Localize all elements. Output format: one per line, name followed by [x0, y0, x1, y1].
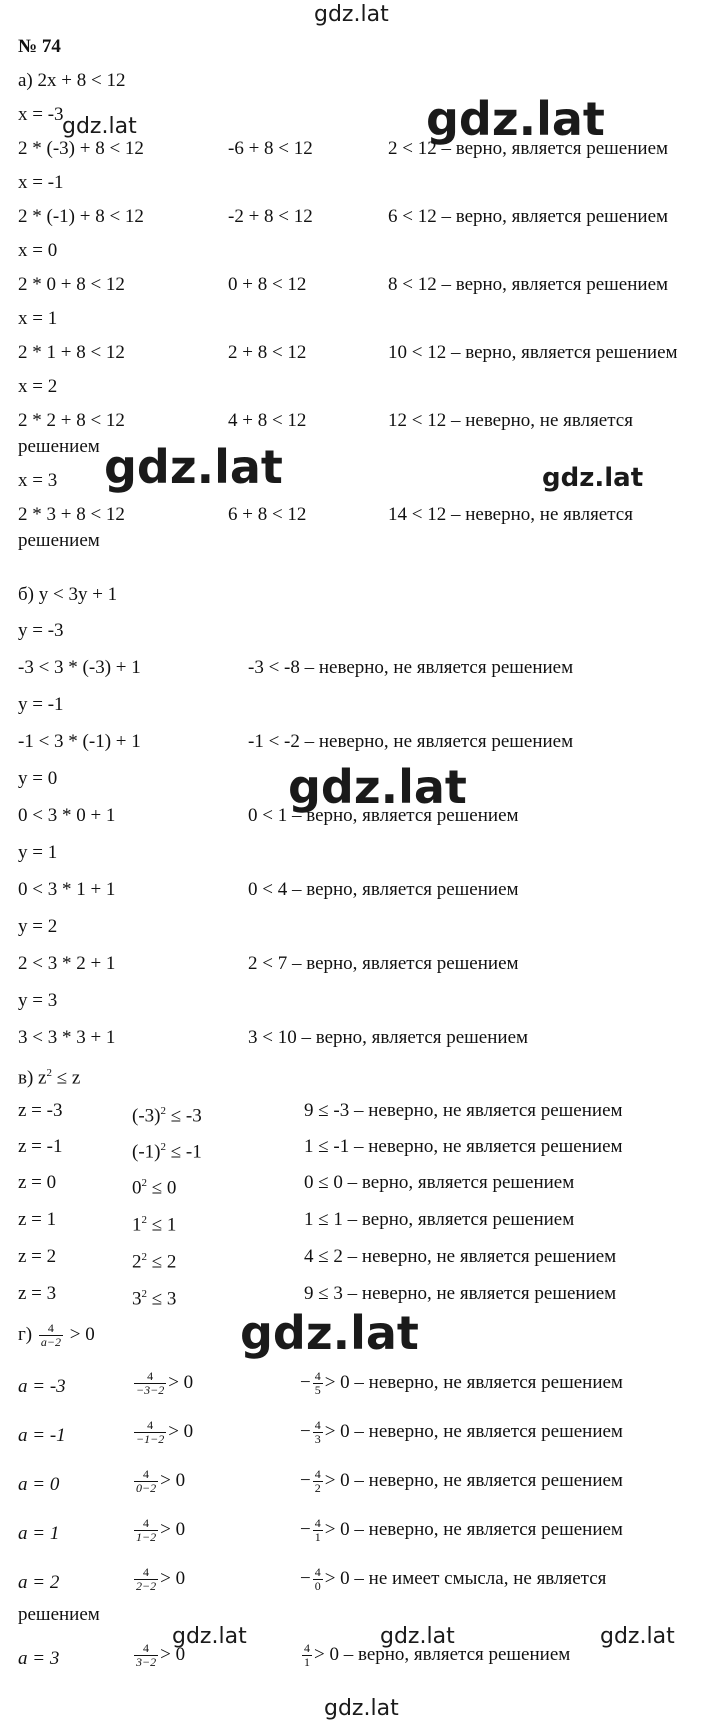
substitution: 3 < 3 * 3 + 1: [18, 1027, 116, 1048]
watermark: gdz.lat: [240, 1306, 419, 1360]
result: − $\frac{4}{3}$ > 0 – неверно, не является решением: [300, 1418, 623, 1446]
problem-number: № 74: [18, 36, 61, 57]
part-g-header: г) $\frac{4}{a-2}$ > 0: [18, 1321, 95, 1349]
case-label: z = -1: [18, 1136, 63, 1157]
simplified: -6 + 8 < 12: [228, 138, 313, 159]
result: 2 < 12 – верно, является решением: [388, 138, 669, 159]
substitution: $2^2 \le 2$: [132, 1251, 177, 1273]
watermark: gdz.lat: [600, 1624, 675, 1649]
case-label: a = 1: [18, 1523, 60, 1544]
simplified: 0 + 8 < 12: [228, 274, 307, 295]
result: 0 < 1 – верно, является решением: [248, 805, 519, 826]
substitution: 2 * 1 + 8 < 12: [18, 342, 125, 363]
result-continued: решением: [18, 1604, 100, 1625]
watermark: gdz.lat: [324, 1696, 399, 1721]
case-label: z = 2: [18, 1246, 57, 1267]
case-label: x = -3: [18, 104, 64, 125]
watermark: gdz.lat: [288, 760, 467, 814]
substitution: $(-1)^2 \le -1$: [132, 1141, 202, 1163]
part-a-header: а) 2x + 8 < 12: [18, 70, 126, 91]
simplified: -2 + 8 < 12: [228, 206, 313, 227]
result: -1 < -2 – неверно, не является решением: [248, 731, 574, 752]
case-label: a = 3: [18, 1648, 60, 1669]
substitution: 2 * 2 + 8 < 12: [18, 410, 125, 431]
substitution: -3 < 3 * (-3) + 1: [18, 657, 141, 678]
case-label: x = 2: [18, 376, 58, 397]
case-label: a = 2: [18, 1572, 60, 1593]
result: 0 ≤ 0 – верно, является решением: [304, 1172, 575, 1193]
case-label: y = -1: [18, 694, 64, 715]
result: 0 < 4 – верно, является решением: [248, 879, 519, 900]
case-label: y = -3: [18, 620, 64, 641]
substitution: $0^2 \le 0$: [132, 1177, 177, 1199]
case-label: x = 1: [18, 308, 58, 329]
simplified: 4 + 8 < 12: [228, 410, 307, 431]
result: − $\frac{4}{0}$ > 0 – не имеет смысла, не является: [300, 1565, 607, 1593]
substitution: $\frac{4}{1-2}$ > 0: [136, 1516, 186, 1544]
substitution: 0 < 3 * 0 + 1: [18, 805, 116, 826]
result: 10 < 12 – верно, является решением: [388, 342, 678, 363]
substitution: $\frac{4}{-3-2}$ > 0: [136, 1369, 194, 1397]
case-label: a = 0: [18, 1474, 60, 1495]
substitution: $\frac{4}{3-2}$ > 0: [136, 1641, 186, 1669]
result: 9 ≤ 3 – неверно, не является решением: [304, 1283, 617, 1304]
case-label: y = 1: [18, 842, 58, 863]
result: 12 < 12 – неверно, не является: [388, 410, 633, 431]
watermark: gdz.lat: [542, 463, 644, 493]
result: -3 < -8 – неверно, не является решением: [248, 657, 574, 678]
substitution: $3^2 \le 3$: [132, 1288, 177, 1310]
case-label: y = 2: [18, 916, 58, 937]
result: − $\frac{4}{1}$ > 0 – неверно, не является решением: [300, 1516, 623, 1544]
watermark: gdz.lat: [104, 440, 283, 494]
result: − $\frac{4}{2}$ > 0 – неверно, не является решением: [300, 1467, 623, 1495]
watermark: gdz.lat: [426, 92, 605, 146]
simplified: 6 + 8 < 12: [228, 504, 307, 525]
result: $\frac{4}{1}$ > 0 – верно, является решением: [304, 1641, 571, 1669]
result-continued: решением: [18, 530, 100, 551]
case-label: y = 3: [18, 990, 58, 1011]
substitution: 2 * 0 + 8 < 12: [18, 274, 125, 295]
substitution: 2 * (-3) + 8 < 12: [18, 138, 144, 159]
watermark: gdz.lat: [62, 114, 137, 139]
case-label: z = -3: [18, 1100, 63, 1121]
simplified: 2 + 8 < 12: [228, 342, 307, 363]
substitution: 2 * 3 + 8 < 12: [18, 504, 125, 525]
result: 4 ≤ 2 – неверно, не является решением: [304, 1246, 617, 1267]
case-label: z = 1: [18, 1209, 57, 1230]
watermark: gdz.lat: [172, 1624, 247, 1649]
watermark: gdz.lat: [380, 1624, 455, 1649]
result: 2 < 7 – верно, является решением: [248, 953, 519, 974]
substitution: 2 < 3 * 2 + 1: [18, 953, 116, 974]
substitution: $\frac{4}{0-2}$ > 0: [136, 1467, 186, 1495]
case-label: z = 0: [18, 1172, 57, 1193]
result: 6 < 12 – верно, является решением: [388, 206, 669, 227]
watermark: gdz.lat: [314, 2, 389, 27]
result: 14 < 12 – неверно, не является: [388, 504, 633, 525]
case-label: x = 0: [18, 240, 58, 261]
substitution: 2 * (-1) + 8 < 12: [18, 206, 144, 227]
substitution: $(-3)^2 \le -3$: [132, 1105, 202, 1127]
substitution: -1 < 3 * (-1) + 1: [18, 731, 141, 752]
case-label: x = -1: [18, 172, 64, 193]
substitution: $\frac{4}{-1-2}$ > 0: [136, 1418, 194, 1446]
substitution: $1^2 \le 1$: [132, 1214, 177, 1236]
part-v-header: в) $z^2 \le z$: [18, 1067, 81, 1089]
case-label: a = -1: [18, 1425, 66, 1446]
case-label: z = 3: [18, 1283, 57, 1304]
part-b-header: б) y < 3y + 1: [18, 584, 118, 605]
result: 9 ≤ -3 – неверно, не является решением: [304, 1100, 623, 1121]
result: 1 ≤ -1 – неверно, не является решением: [304, 1136, 623, 1157]
substitution: $\frac{4}{2-2}$ > 0: [136, 1565, 186, 1593]
case-label: y = 0: [18, 768, 58, 789]
substitution: 0 < 3 * 1 + 1: [18, 879, 116, 900]
case-label: a = -3: [18, 1376, 66, 1397]
result: 3 < 10 – верно, является решением: [248, 1027, 529, 1048]
result: 1 ≤ 1 – верно, является решением: [304, 1209, 575, 1230]
result: − $\frac{4}{5}$ > 0 – неверно, не является решением: [300, 1369, 623, 1397]
result-continued: решением: [18, 436, 100, 457]
case-label: x = 3: [18, 470, 58, 491]
result: 8 < 12 – верно, является решением: [388, 274, 669, 295]
